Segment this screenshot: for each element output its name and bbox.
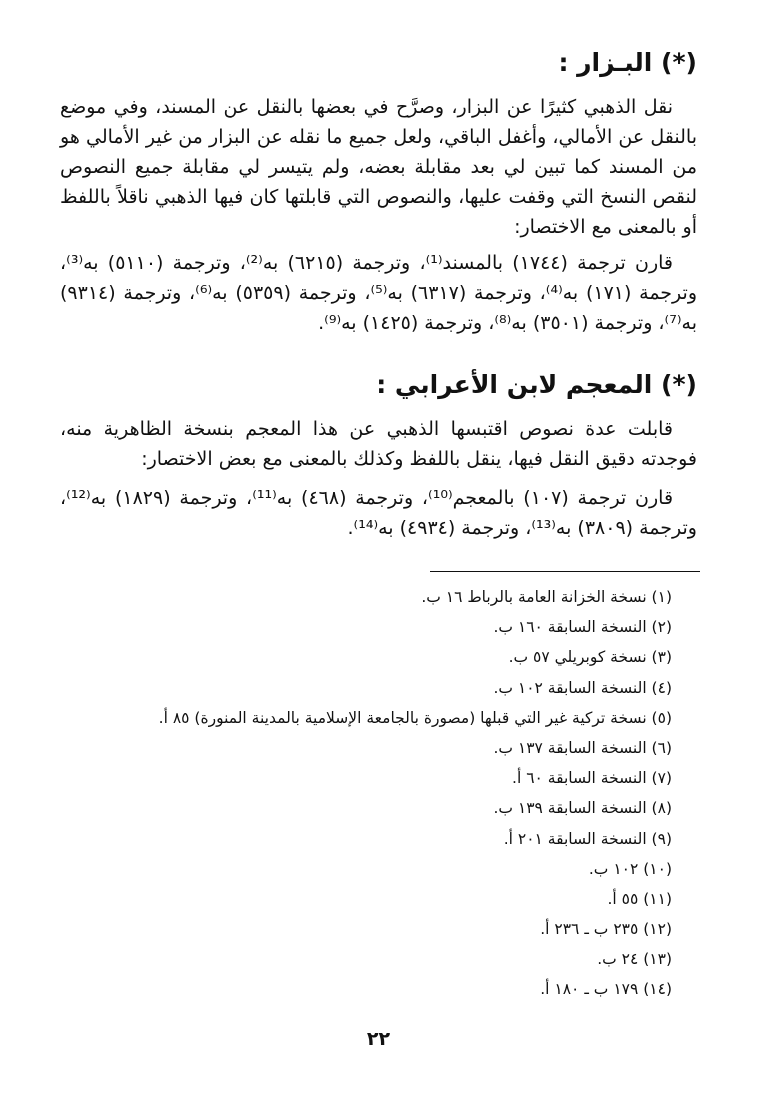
footnote-14: (١٤) ١٧٩ ب ـ ١٨٠ أ. <box>540 980 672 999</box>
footnote-2: (٢) النسخة السابقة ١٦٠ ب. <box>493 618 672 637</box>
footnote-7: (٧) النسخة السابقة ٦٠ أ. <box>512 769 672 788</box>
section-heading-mujam: (*) المعجم لابن الأعرابي : <box>376 370 697 399</box>
footnote-11: (١١) ٥٥ أ. <box>607 889 672 908</box>
footnote-9: (٩) النسخة السابقة ٢٠١ أ. <box>503 829 672 848</box>
footnote-1: (١) نسخة الخزانة العامة بالرباط ١٦ ب. <box>421 588 672 606</box>
footnote-3: (٣) نسخة كوبريلي ٥٧ ب. <box>508 648 672 667</box>
footnote-12: (١٢) ٢٣٥ ب ـ ٢٣٦ أ. <box>540 920 672 939</box>
footnote-10: (١٠) ١٠٢ ب. <box>588 859 672 878</box>
footnote-13: (١٣) ٢٤ ب. <box>597 950 672 969</box>
paragraph-mujam-intro: قابلت عدة نصوص اقتبسها الذهبي عن هذا المعجم بنسخة الظاهرية منه، فوجدته دقيق النقل فيها، ينقل باللفظ وكذلك بالمعنى مع بعض الاختصار: <box>60 418 697 470</box>
section-heading-bazzar: (*) البـزار : <box>558 48 697 77</box>
footnote-6: (٦) النسخة السابقة ١٣٧ ب. <box>493 738 672 757</box>
paragraph-bazzar-comparison: قارن ترجمة (١٧٤٤) بالمسند⁽¹⁾، وترجمة (٦٢١٥) به⁽²⁾، وترجمة (٥١١٠) به⁽³⁾، وترجمة (١٧١) به⁽⁴⁾، وترجمة (٦٣١٧) به⁽⁵⁾، وترجمة (٥٣٥٩) به⁽⁶⁾، وترجمة (٩٣١٤) به⁽⁷⁾، وترجمة (٣٥٠١) به⁽⁸⁾، وترجمة (١٤٢٥) به⁽⁹⁾. <box>60 252 698 334</box>
footnote-5: (٥) نسخة تركية غير التي قبلها (مصورة بالجامعة الإسلامية بالمدينة المنورة) ٨٥ أ. <box>158 708 672 727</box>
paragraph-mujam-comparison: قارن ترجمة (١٠٧) بالمعجم⁽¹⁰⁾، وترجمة (٤٦٨) به⁽¹¹⁾، وترجمة (١٨٢٩) به⁽¹²⁾، وترجمة (٣٨٠٩) به⁽¹³⁾، وترجمة (٤٩٣٤) به⁽¹⁴⁾. <box>60 487 697 539</box>
footnote-4: (٤) النسخة السابقة ١٠٢ ب. <box>493 678 672 697</box>
footnote-8: (٨) النسخة السابقة ١٣٩ ب. <box>493 799 672 818</box>
paragraph-bazzar-intro: نقل الذهبي كثيرًا عن البزار، وصرَّح في بعضها بالنقل عن المسند، وفي موضع بالنقل عن الأمالي، وأغفل الباقي، ولعل جميع ما نقله عن البزار من غير الأمالي هو من المسند كما تبين لي بعد مقابلة بعضه، ولم يتيسر لي مقابلة جميع النصوص لنقص النسخ التي وقفت عليها، والنصوص التي قابلتها كان فيها الذهبي ناقلاً باللفظ أو بالمعنى مع الاختصار: <box>60 96 697 238</box>
footnote-separator <box>430 571 700 572</box>
footnotes-list <box>159 582 672 1005</box>
page-number: ٢٢ <box>366 1028 391 1050</box>
